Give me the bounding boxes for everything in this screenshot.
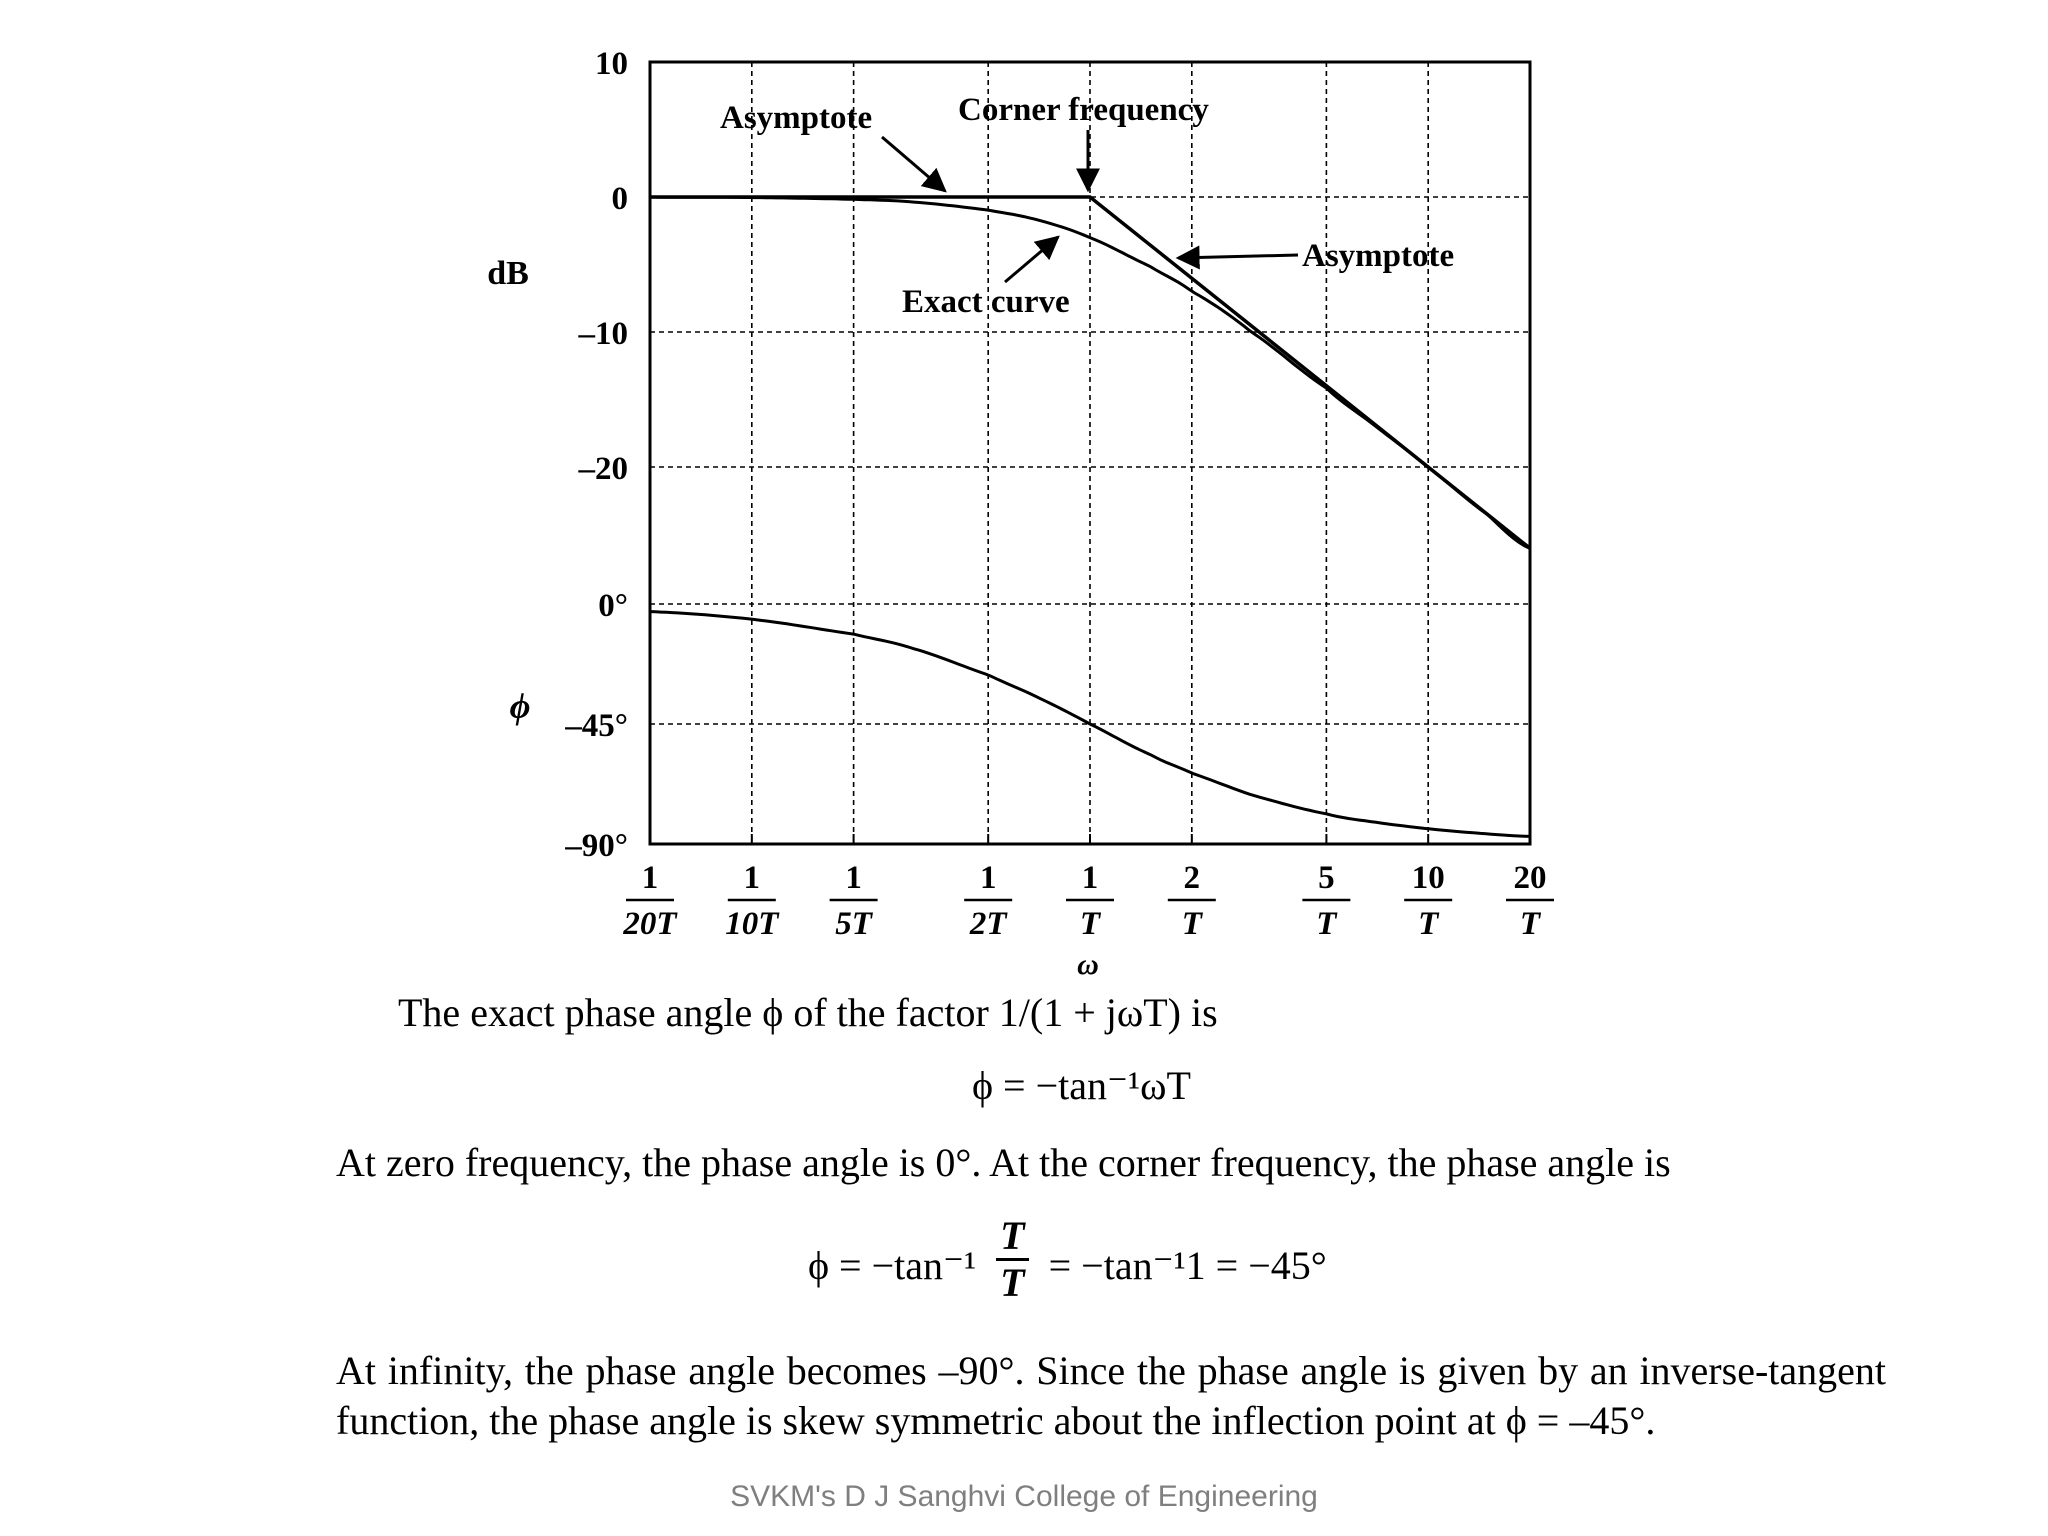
x-tick-numerator: 1 <box>641 860 659 896</box>
footer: SVKM's D J Sanghvi College of Engineering <box>730 1480 1318 1513</box>
annotation-asymptote-right: Asymptote <box>1302 238 1455 274</box>
x-tick-numerator: 1 <box>845 860 862 896</box>
corner-frequency-text: At zero frequency, the phase angle is 0°. At the corner frequency, the phase angle is <box>336 1140 1671 1185</box>
x-tick-numerator: 1 <box>743 860 761 896</box>
x-tick-numerator: 2 <box>1183 860 1201 896</box>
annotation-asymptote-left: Asymptote <box>720 100 873 136</box>
phase-tick-label: –45° <box>565 708 628 744</box>
x-tick-denominator: 2T <box>969 906 1007 942</box>
equation-corner-lhs: ϕ = −tan⁻¹ <box>808 1243 977 1288</box>
x-tick-denominator: T <box>1079 906 1101 942</box>
db-tick-label: 0 <box>611 181 628 217</box>
x-tick-denominator: T <box>1418 906 1439 942</box>
ylabel-phi: ϕ <box>509 686 531 726</box>
db-tick-label: –20 <box>578 451 628 487</box>
equation-corner <box>808 1214 1327 1305</box>
ylabel-db: dB <box>487 255 529 292</box>
arrow-asymptote-right <box>1178 255 1298 258</box>
intro-text: The exact phase angle ϕ of the factor 1/(1 + jωT) is <box>398 990 1218 1035</box>
x-tick-denominator: 20T <box>623 906 677 942</box>
phase-tick-label: –90° <box>565 828 628 864</box>
x-tick-denominator: 5T <box>835 906 872 942</box>
db-tick-label: –10 <box>578 316 628 352</box>
annotation-exact-curve: Exact curve <box>902 284 1070 320</box>
fraction-denominator: T <box>1000 1260 1025 1305</box>
arrow-asymptote-left <box>882 137 945 191</box>
x-tick-numerator: 10 <box>1411 860 1445 896</box>
x-tick-denominator: T <box>1519 906 1541 942</box>
fraction-numerator: T <box>996 1214 1028 1261</box>
x-tick-numerator: 1 <box>1081 860 1099 896</box>
annotation-corner-frequency: Corner frequency <box>958 92 1209 128</box>
x-tick-numerator: 20 <box>1513 860 1547 896</box>
x-tick-denominator: T <box>1181 906 1202 942</box>
equation-corner-rhs: = −tan⁻¹1 = −45° <box>1048 1243 1327 1288</box>
x-tick-numerator: 5 <box>1318 860 1335 896</box>
equation-corner-fraction <box>996 1214 1028 1305</box>
xlabel-omega: ω <box>1077 948 1099 981</box>
x-tick-denominator: 10T <box>725 906 779 942</box>
phase-tick-label: 0° <box>598 588 628 624</box>
axis-labels <box>564 46 1554 942</box>
plot-grid <box>650 62 1530 844</box>
x-tick-numerator: 1 <box>979 860 997 896</box>
x-tick-denominator: T <box>1316 906 1337 942</box>
infinity-text: At infinity, the phase angle becomes –90°. Since the phase angle is given by an inverse-tangent function, the phase angle is skew symmetric about the inflection point at ϕ = –45°. <box>336 1348 1886 1443</box>
db-tick-label: 10 <box>595 46 628 82</box>
arrow-exact-curve <box>1005 237 1058 282</box>
equation-phase: ϕ = −tan⁻¹ωT <box>972 1063 1191 1108</box>
